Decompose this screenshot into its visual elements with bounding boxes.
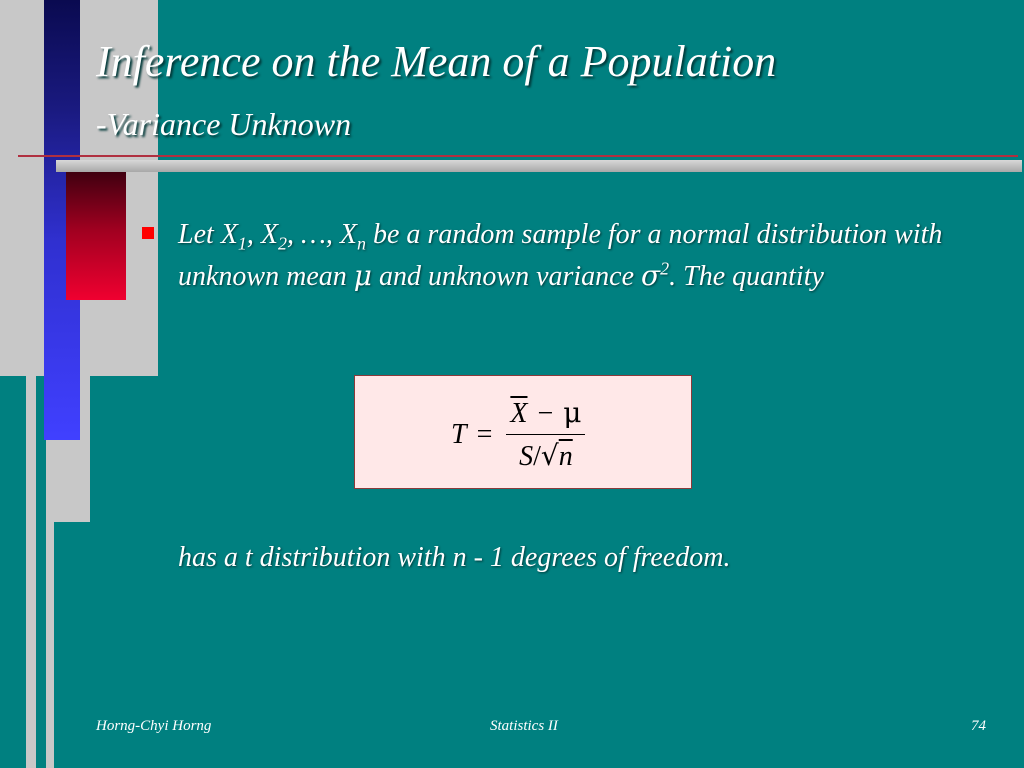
bullet-square-icon <box>142 227 154 239</box>
slide-title: Inference on the Mean of a Population <box>96 37 777 86</box>
mu-symbol: μ <box>353 259 372 292</box>
formula-mu: μ <box>563 396 582 429</box>
subscript-2: 2 <box>278 233 287 254</box>
formula-slash: / <box>533 441 541 472</box>
formula-s: S <box>519 441 534 472</box>
bullet-sep-1: , X <box>246 219 278 250</box>
title-rule-grey <box>56 160 1022 172</box>
decor-red-block <box>66 172 126 300</box>
t-statistic-formula <box>451 396 585 473</box>
formula-fraction <box>506 396 585 473</box>
formula-equals: = <box>476 418 493 450</box>
formula-denominator <box>519 435 573 473</box>
sqrt-icon: √ <box>540 439 559 472</box>
bullet-text-1: be a random sample for a normal distribution with unknown mean <box>178 219 943 292</box>
bullet-sep-2: , …, X <box>287 219 357 250</box>
conclusion-text: has a t distribution with n - 1 degrees of freedom. <box>178 542 731 573</box>
subscript-1: 1 <box>237 233 247 254</box>
formula-box <box>354 375 692 489</box>
subscript-n: n <box>357 233 366 254</box>
formula-numerator <box>506 396 585 435</box>
bullet-text <box>178 214 978 297</box>
slide-subtitle: -Variance Unknown <box>96 106 352 142</box>
footer-author: Horng-Chyi Horng <box>96 718 212 734</box>
title-rule-red <box>18 155 1018 157</box>
formula-lhs: T <box>451 418 467 450</box>
x-bar: $\overline{X}$ <box>510 398 528 429</box>
sigma-symbol: σ <box>641 259 661 292</box>
bullet-text-3: . The quantity <box>669 261 824 292</box>
superscript-2: 2 <box>660 258 670 279</box>
formula-minus: − <box>537 398 554 429</box>
page-number: 74 <box>971 718 986 734</box>
formula-n: n <box>558 441 573 472</box>
bullet-prefix: Let X <box>178 219 238 250</box>
bullet-text-2: and unknown variance <box>371 261 642 292</box>
footer-course: Statistics II <box>490 718 558 734</box>
